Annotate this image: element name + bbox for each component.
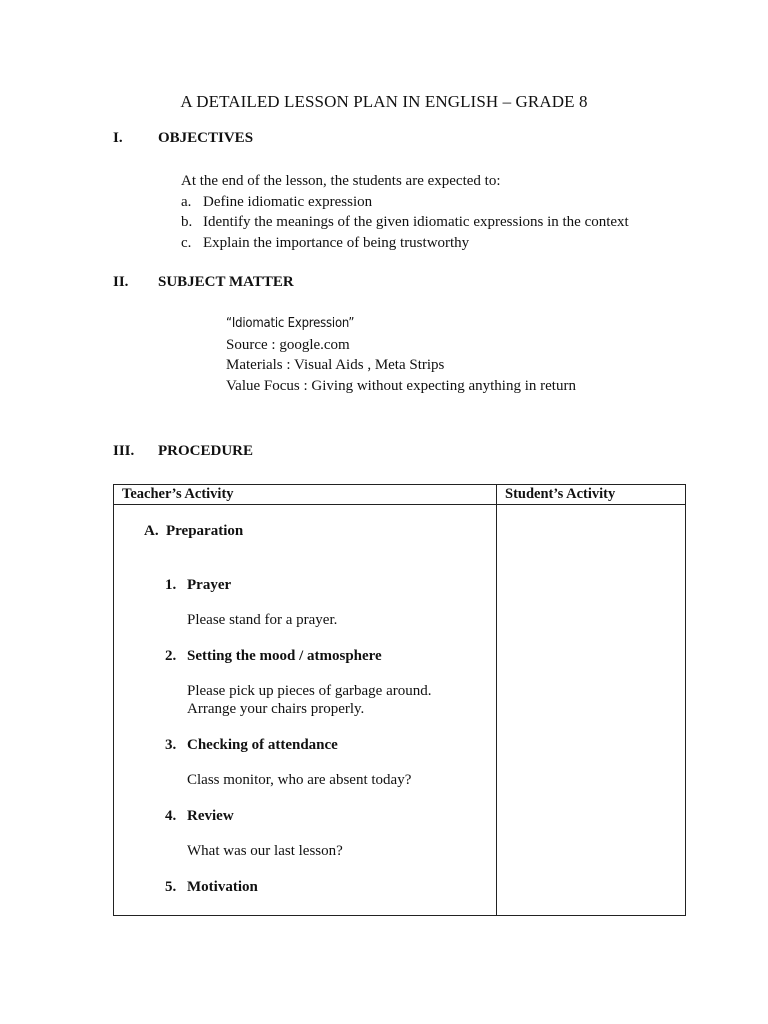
step-line: Arrange your chairs properly. (187, 700, 365, 717)
objectives-list (181, 171, 629, 253)
teacher-activity-cell (114, 505, 497, 916)
step-number: 3. (165, 737, 177, 753)
step-line: Class monitor, who are absent today? (187, 772, 412, 788)
subject-matter-number: II. (113, 274, 129, 290)
objectives-intro: At the end of the lesson, the students are expected to: (181, 173, 501, 189)
teacher-activity-header: Teacher’s Activity (114, 485, 497, 505)
objectives-heading (113, 130, 253, 147)
step-label: Setting the mood / atmosphere (187, 648, 382, 664)
step-line: Please pick up pieces of garbage around. (187, 683, 432, 699)
step-number: 4. (165, 808, 177, 824)
procedure-title: PROCEDURE (158, 443, 254, 459)
subject-matter-heading (113, 274, 294, 291)
objective-item (181, 212, 629, 233)
step-label: Prayer (187, 577, 232, 593)
step-number: 1. (165, 577, 177, 593)
objective-text: Define idiomatic expression (203, 193, 373, 210)
step-label: Review (187, 808, 234, 824)
objective-item (181, 233, 629, 254)
subject-source: Source : google.com (226, 336, 350, 353)
step-setting-mood (165, 648, 382, 665)
objective-text: Explain the importance of being trustworthy (203, 234, 470, 251)
step-setting-mood-body (187, 683, 432, 718)
subject-matter-title: SUBJECT MATTER (158, 274, 294, 290)
document-title: A DETAILED LESSON PLAN IN ENGLISH – GRADE 8 (180, 92, 588, 111)
step-prayer-body (187, 612, 337, 630)
student-activity-cell (497, 505, 686, 916)
objective-text: Identify the meanings of the given idiomatic expressions in the context (203, 214, 629, 230)
step-prayer (165, 577, 231, 594)
objectives-title: OBJECTIVES (158, 130, 254, 146)
step-label: Motivation (187, 879, 258, 895)
step-number: 5. (165, 879, 177, 895)
objectives-number: I. (113, 130, 123, 146)
procedure-table (113, 484, 686, 916)
objective-letter: c. (181, 234, 192, 251)
preparation-label: Preparation (166, 523, 244, 539)
step-attendance-body (187, 772, 411, 790)
step-label: Checking of attendance (187, 737, 338, 753)
objective-item (181, 192, 629, 213)
procedure-heading (113, 443, 253, 460)
objective-letter: a. (181, 193, 192, 210)
subject-topic: “Idiomatic Expression” (226, 316, 355, 331)
step-line: Please stand for a prayer. (187, 612, 338, 628)
step-attendance (165, 737, 338, 754)
preparation-heading (144, 523, 243, 540)
step-line: What was our last lesson? (187, 843, 343, 859)
subject-value-focus: Value Focus : Giving without expecting anything in return (226, 377, 576, 394)
procedure-table-header-row (114, 485, 686, 505)
step-review-body (187, 843, 343, 861)
objective-letter: b. (181, 214, 193, 230)
step-motivation (165, 879, 258, 896)
procedure-table-row (114, 505, 686, 916)
subject-matter-details (226, 314, 576, 396)
procedure-number: III. (113, 443, 135, 459)
student-activity-header: Student’s Activity (497, 485, 686, 505)
preparation-letter: A. (144, 523, 159, 539)
step-number: 2. (165, 648, 177, 664)
step-review (165, 808, 234, 825)
subject-materials: Materials : Visual Aids , Meta Strips (226, 357, 445, 373)
